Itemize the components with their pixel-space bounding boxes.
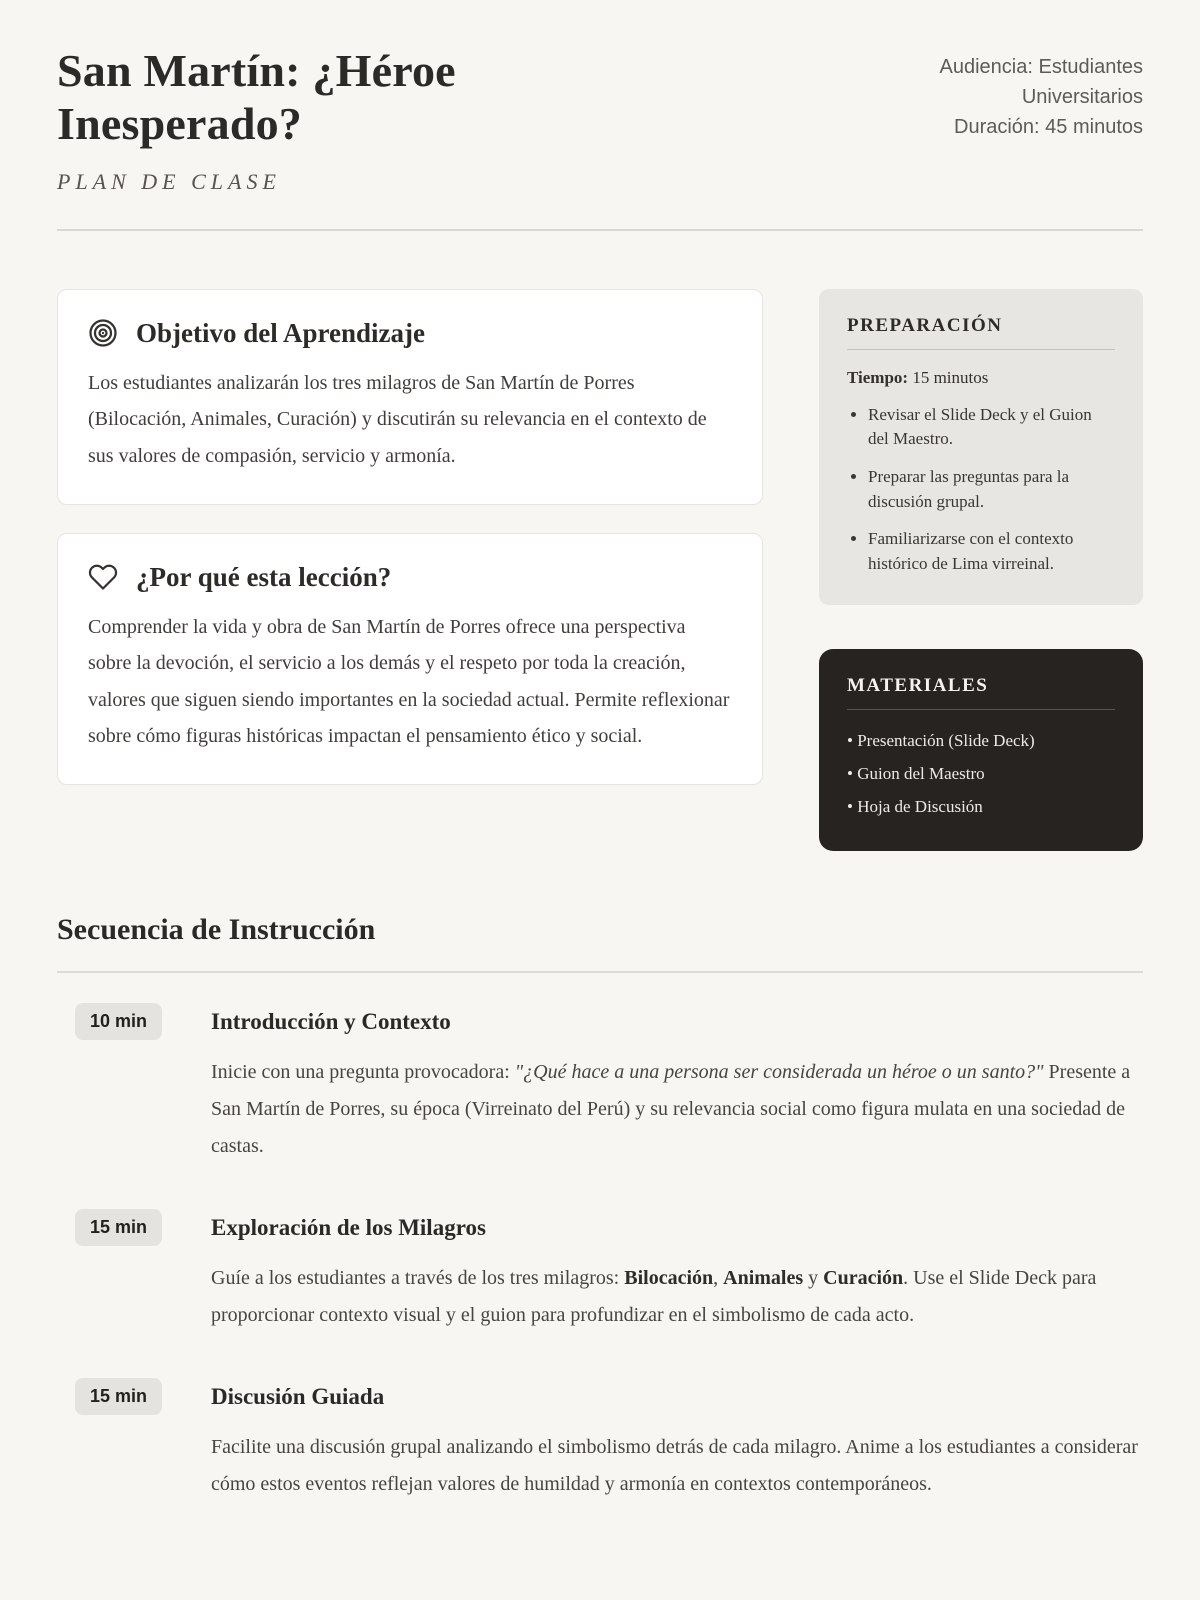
time-value: 15 minutos [908,367,989,387]
text-segment: Animales [723,1266,804,1289]
preparation-title: PREPARACIÓN [847,314,1003,336]
materials-title: MATERIALES [847,674,989,696]
time-badge: 15 min [75,1378,162,1415]
heart-icon [88,562,118,592]
preparation-time [847,368,1115,388]
sidebar [819,289,1143,851]
time-badge: 15 min [75,1209,162,1246]
objective-card-header [88,318,732,349]
list-item: • Revisar el Slide Deck y el Guion del Maestro. [868,403,1115,452]
preparation-list [847,403,1115,577]
why-card [57,533,763,786]
why-card-title: ¿Por qué esta lección? [136,561,392,592]
main-content [57,289,1143,851]
list-item: • Presentación (Slide Deck) [847,724,1115,757]
preparation-panel [819,289,1143,605]
duration-text: Duración: 45 minutos [954,116,1143,138]
text-segment: Presente a San Martín de Porres, su época (Virreinato del Perú) y su relevancia social como figura mulata en una sociedad de castas. [211,1060,1131,1157]
text-segment: Guíe a los estudiantes a través de los tres milagros: [211,1266,625,1289]
step-body [211,1260,1143,1334]
objective-card [57,289,763,505]
time-label: Tiempo: [847,367,909,387]
instruction-sequence [57,913,1143,1503]
step-title: Introducción y Contexto [211,1008,451,1034]
text-segment: , [713,1266,724,1289]
time-badge: 10 min [75,1003,162,1040]
text-segment: Bilocación [624,1266,714,1289]
header [57,44,1143,195]
list-item: • Familiarizarse con el contexto histórico de Lima virreinal. [868,527,1115,576]
why-card-body: Comprender la vida y obra de San Martín de Porres ofrece una perspectiva sobre la devoción, el servicio a los demás y el respeto por toda la creación, valores que siguen siendo importantes en la sociedad actual. Permite reflexionar sobre cómo figuras históricas impactan el pensamiento ético y social. [88,615,730,748]
preparation-divider [847,349,1115,350]
page-title: San Martín: ¿Héroe Inesperado? [57,45,456,150]
materials-divider [847,709,1115,710]
step-body [211,1054,1143,1165]
text-segment: . Use el Slide Deck para proporcionar contexto visual y el guion para profundizar en el simbolismo de cada acto. [211,1266,1097,1326]
list-item: • Preparar las preguntas para la discusión grupal. [868,465,1115,514]
why-card-header [88,562,732,593]
materials-panel [819,649,1143,851]
meta-info [885,44,1143,142]
text-segment: y [803,1266,824,1289]
list-item: • Hoja de Discusión [847,790,1115,823]
text-segment: Inicie con una pregunta provocadora: [211,1060,515,1083]
step-exploracion [75,1209,1143,1334]
sequence-title: Secuencia de Instrucción [57,912,376,946]
list-item: • Guion del Maestro [847,757,1115,790]
target-icon [88,318,118,348]
audience-text: Audiencia: Estudiantes Universitarios [939,56,1143,108]
title-block [57,44,627,195]
sequence-divider [57,971,1143,973]
text-segment: Curación [823,1266,904,1289]
step-body [211,1429,1143,1503]
objective-card-body: Los estudiantes analizarán los tres milagros de San Martín de Porres (Bilocación, Animales, Curación) y discutirán su relevancia en el contexto de sus valores de compasión, servicio y armonía. [88,371,707,467]
text-segment: "¿Qué hace a una persona ser considerada un héroe o un santo?" [514,1060,1049,1083]
step-introduccion [75,1003,1143,1165]
step-discusion [75,1378,1143,1503]
materials-list [847,724,1115,823]
header-divider [57,229,1143,231]
left-column [57,289,763,786]
text-segment: Facilite una discusión grupal analizando el simbolismo detrás de cada milagro. Anime a los estudiantes a considerar cómo estos eventos reflejan valores de humildad y armonía en contextos contemporáneos. [211,1435,1138,1495]
step-title: Exploración de los Milagros [211,1214,486,1240]
objective-card-title: Objetivo del Aprendizaje [136,317,425,348]
step-title: Discusión Guiada [211,1383,385,1409]
page-subtitle: PLAN DE CLASE [57,168,281,194]
